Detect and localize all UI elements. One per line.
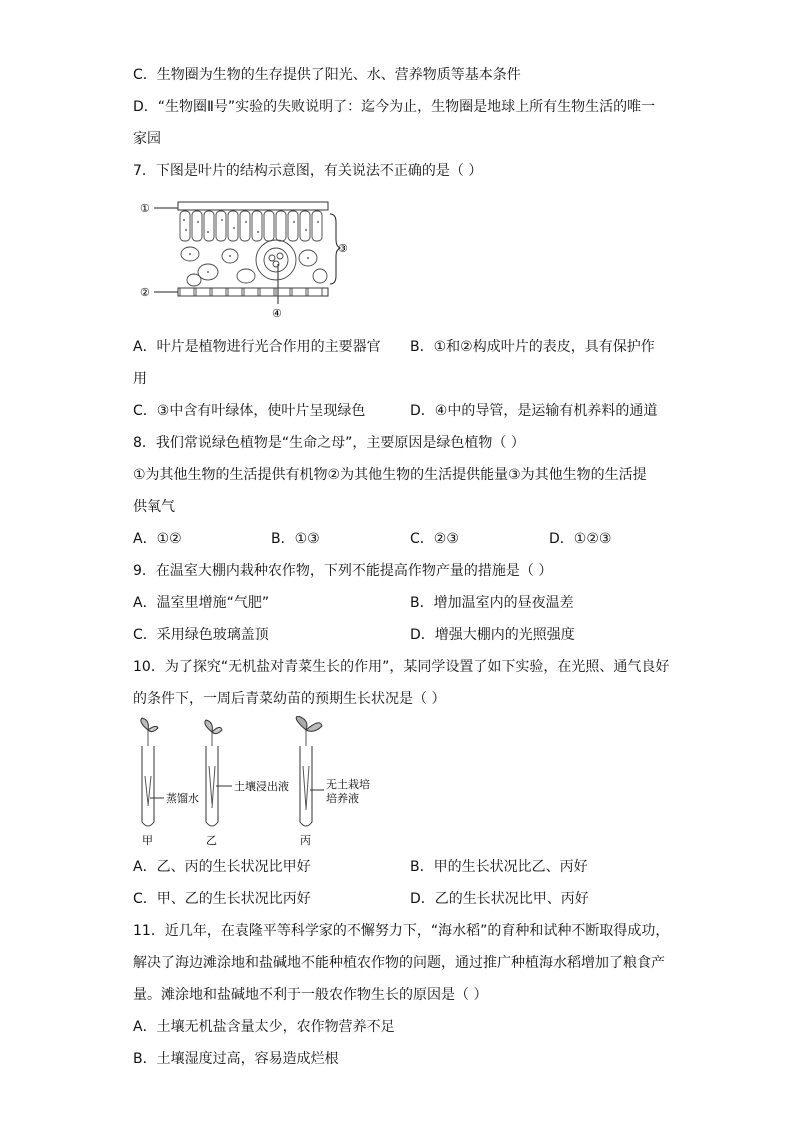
option-7c: C．③中含有叶绿体，使叶片呈现绿色	[133, 403, 366, 419]
option-7b-cont: 用	[133, 371, 147, 387]
question-11: 11．近几年，在袁隆平等科学家的不懈努力下，“海水稻”的育种和试种不断取得成功，	[133, 923, 670, 939]
question-7: 7．下图是叶片的结构示意图，有关说法不正确的是（ ）	[133, 163, 483, 179]
option-10d: D．乙的生长状况比甲、丙好	[410, 891, 589, 907]
question-8-statements: ①为其他生物的生活提供有机物②为其他生物的生活提供能量③为其他生物的生活提	[133, 467, 647, 483]
option-11a: A．土壤无机盐含量太少，农作物营养不足	[133, 1019, 395, 1035]
question-8: 8．我们常说绿色植物是“生命之母”，主要原因是绿色植物（ ）	[133, 435, 525, 451]
tube-label-jia: 甲	[142, 834, 153, 847]
question-8-statements-cont: 供氧气	[133, 499, 175, 515]
question-9: 9．在温室大棚内栽种农作物，下列不能提高作物产量的措施是（ ）	[133, 563, 553, 579]
option-7b: B．①和②构成叶片的表皮，具有保护作	[410, 339, 655, 355]
option-8b: B．①③	[271, 531, 320, 547]
label-soil-extract: 土壤浸出液	[234, 780, 289, 793]
question-11-cont2: 量。滩涂地和盐碱地不利于一般农作物生长的原因是（ ）	[133, 987, 488, 1003]
option-7a: A．叶片是植物进行光合作用的主要器官	[133, 339, 381, 355]
option-8a: A．①②	[133, 531, 182, 547]
leaf-label-2: ②	[140, 286, 150, 299]
option-9c: C．采用绿色玻璃盖顶	[133, 627, 269, 643]
test-tube-figure	[128, 716, 388, 848]
leaf-label-3: ③	[338, 242, 348, 255]
question-11-cont1: 解决了海边滩涂地和盐碱地不能种植农作物的问题，通过推广种植海水稻增加了粮食产	[133, 955, 665, 971]
tube-label-yi: 乙	[206, 834, 217, 847]
leaf-structure-figure	[138, 192, 368, 322]
tube-label-bing: 丙	[300, 834, 311, 847]
option-line-cont: 家园	[133, 131, 161, 147]
option-7d: D．④中的导管，是运输有机养料的通道	[410, 403, 658, 419]
option-9d: D．增强大棚内的光照强度	[410, 627, 575, 643]
leaf-label-4: ④	[272, 307, 282, 320]
option-10c: C．甲、乙的生长状况比丙好	[133, 891, 311, 907]
option-9b: B．增加温室内的昼夜温差	[410, 595, 574, 611]
label-nutrient-solution-2: 培养液	[326, 792, 359, 805]
label-distilled-water: 蒸馏水	[166, 792, 199, 805]
option-line: C．生物圈为生物的生存提供了阳光、水、营养物质等基本条件	[133, 67, 521, 83]
label-nutrient-solution-1: 无土栽培	[326, 778, 370, 791]
option-10b: B．甲的生长状况比乙、丙好	[410, 859, 588, 875]
option-10a: A．乙、丙的生长状况比甲好	[133, 859, 311, 875]
option-8d: D．①②③	[549, 531, 612, 547]
question-10-cont: 的条件下，一周后青菜幼苗的预期生长状况是（ ）	[133, 691, 446, 707]
option-11b: B．土壤湿度过高，容易造成烂根	[133, 1051, 339, 1067]
option-line: D．“生物圈Ⅱ号”实验的失败说明了：迄今为止，生物圈是地球上所有生物生活的唯一	[133, 99, 656, 115]
question-10: 10．为了探究“无机盐对青菜生长的作用”，某同学设置了如下实验，在光照、通气良好	[133, 659, 670, 675]
leaf-label-1: ①	[140, 202, 150, 215]
option-8c: C．②③	[410, 531, 459, 547]
option-9a: A．温室里增施“气肥”	[133, 595, 270, 611]
